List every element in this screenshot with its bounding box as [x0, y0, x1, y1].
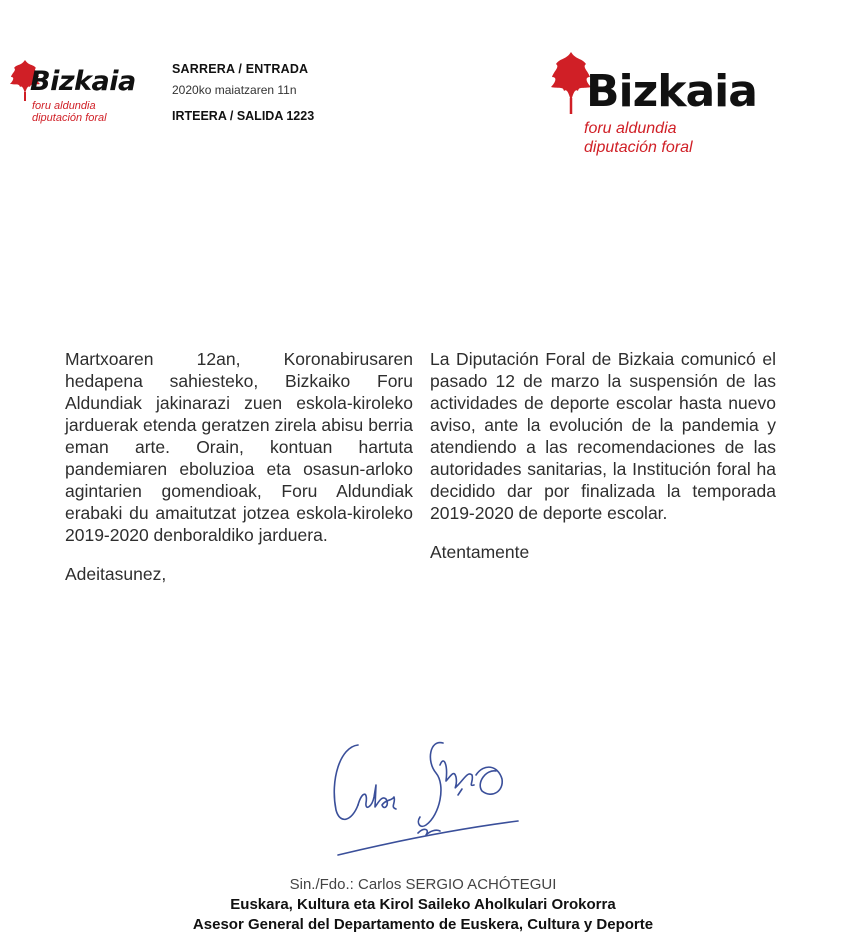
stamp-logo-line1: foru aldundia [32, 100, 96, 112]
spanish-paragraph: La Diputación Foral de Bizkaia comunicó el pasado 12 de marzo la suspensión de las actividades de deporte escolar hasta nuevo aviso, ante la evolución de la pandemia y atendiendo a las recomendaciones de las autoridades sanitarias, la Institución foral ha decidido dar por finalizada la temporada 2019-2020 de deporte escolar. [430, 349, 776, 523]
letterhead-wordmark: Bizkaia [586, 66, 757, 117]
signed-by: Sin./Fdo.: Carlos SERGIO ACHÓTEGUI [289, 876, 557, 893]
basque-paragraph: Martxoaren 12an, Koronabirusaren hedapena sahiesteko, Bizkaiko Foru Aldundiak jakinarazi zuen eskola-kiroleko jarduerak etenda geratzen zirela abisu berria eman arte. Orain, kontuan hartuta pandemiaren eboluzioa eta osasun-arloko agintarien gomendioak, Foru Aldundiak erabaki du amaitutzat jotzea eskola-kiroleko 2019-2020 denboraldiko jarduera. [65, 349, 413, 545]
letterhead-line2: diputación foral [584, 139, 693, 156]
handwritten-signature [318, 725, 538, 860]
spanish-closing: Atentamente [430, 542, 530, 562]
stamp-logo-line2: diputación foral [32, 112, 107, 124]
basque-closing: Adeitasunez, [65, 564, 167, 584]
stamp-date: 2020ko maiatzaren 11n [172, 83, 297, 97]
role-spanish: Asesor General del Departamento de Euskera, Cultura y Deporte [192, 916, 654, 933]
spanish-column [430, 348, 776, 563]
stamp-logo [8, 58, 158, 134]
role-basque: Euskara, Kultura eta Kirol Saileko Aholkulari Orokorra [230, 896, 616, 913]
stamp-logo-wordmark: Bizkaia [30, 66, 136, 97]
registration-stamp [172, 62, 314, 123]
letterhead-logo [548, 50, 778, 160]
basque-column [65, 348, 413, 585]
stamp-salida-label: IRTEERA / SALIDA 1223 [172, 109, 315, 123]
letterhead-line1: foru aldundia [584, 120, 677, 137]
stamp-entrada-label: SARRERA / ENTRADA [172, 62, 309, 76]
signature-block [0, 875, 846, 935]
